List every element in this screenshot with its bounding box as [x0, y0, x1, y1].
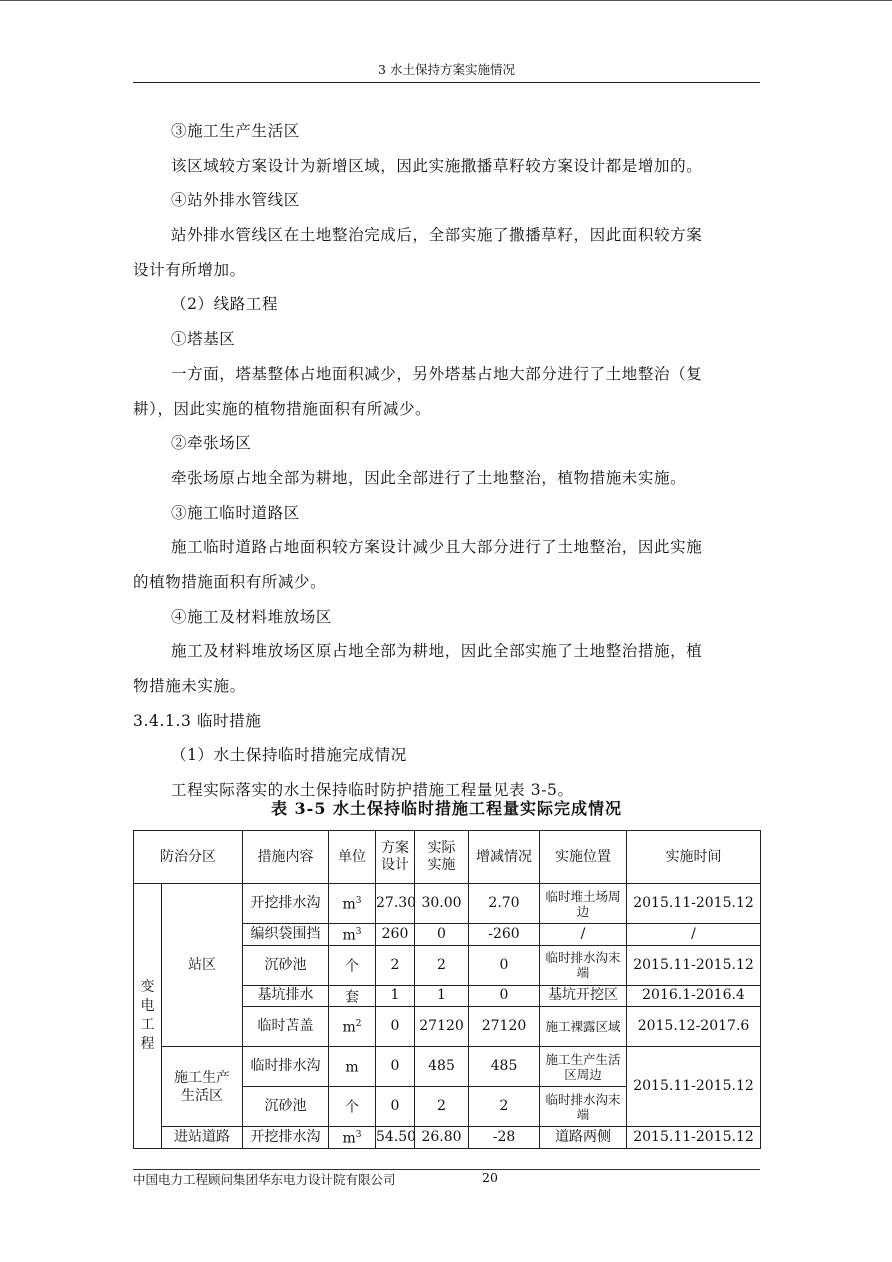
change-cell: 0	[469, 985, 540, 1007]
measure-cell: 开挖排水沟	[243, 884, 329, 924]
col-header-unit: 单位	[329, 831, 376, 884]
change-cell: 485	[469, 1047, 540, 1087]
measure-cell: 开挖排水沟	[243, 1127, 329, 1149]
design-cell: 0	[376, 1087, 415, 1127]
location-cell: 施工裸露区域	[540, 1007, 627, 1047]
measures-table	[133, 830, 761, 1149]
measure-cell: 临时排水沟	[243, 1047, 329, 1087]
zone-cell: 站区	[162, 884, 243, 1047]
time-cell: 2016.1-2016.4	[627, 985, 761, 1007]
actual-cell: 26.80	[415, 1127, 469, 1149]
page-number: 20	[482, 1170, 498, 1185]
actual-cell: 30.00	[415, 884, 469, 924]
location-cell: 临时排水沟末端	[540, 945, 627, 985]
paragraph-line: 该区域较方案设计为新增区域，因此实施撒播草籽较方案设计都是增加的。	[171, 156, 703, 175]
unit-cell: $m^3$	[329, 884, 376, 924]
zone-cell: 进站道路	[162, 1127, 243, 1149]
paragraph-line: ①塔基区	[171, 330, 236, 349]
change-cell: -28	[469, 1127, 540, 1149]
paragraph-line: 一方面，塔基整体占地面积减少，另外塔基占地大部分进行了土地整治（复	[171, 364, 703, 383]
table-caption: 表 3-5 水土保持临时措施工程量实际完成情况	[270, 799, 623, 818]
unit-cell: 个	[329, 945, 376, 985]
paragraph-line: 站外排水管线区在土地整治完成后，全部实施了撒播草籽，因此面积较方案	[171, 226, 703, 245]
change-cell: 2.70	[469, 884, 540, 924]
unit-cell: 个	[329, 1087, 376, 1127]
change-cell: -260	[469, 924, 540, 946]
footer-rule	[133, 1169, 760, 1170]
actual-cell: 27120	[415, 1007, 469, 1047]
paragraph-line: 耕），因此实施的植物措施面积有所减少。	[133, 399, 432, 418]
paragraph-line: 施工临时道路占地面积较方案设计减少且大部分进行了土地整治，因此实施	[171, 538, 703, 557]
running-header: 3 水土保持方案实施情况	[378, 62, 515, 77]
actual-cell: 485	[415, 1047, 469, 1087]
change-cell: 2	[469, 1087, 540, 1127]
design-cell: 2	[376, 945, 415, 985]
col-header-measure: 措施内容	[243, 831, 329, 884]
group-cell: 变电工程	[134, 884, 162, 1149]
location-cell: /	[540, 924, 627, 946]
paragraph-line: （2）线路工程	[171, 295, 279, 314]
measure-cell: 临时苫盖	[243, 1007, 329, 1047]
paragraph-line: ④施工及材料堆放场区	[171, 607, 333, 626]
unit-cell: $m^2$	[329, 1007, 376, 1047]
location-cell: 道路两侧	[540, 1127, 627, 1149]
unit-cell: m	[329, 1047, 376, 1087]
location-cell: 基坑开挖区	[540, 985, 627, 1007]
paragraph-line: 的植物措施面积有所减少。	[133, 572, 327, 591]
unit-cell: $m^3$	[329, 924, 376, 946]
paragraph-line: 设计有所增加。	[133, 260, 246, 279]
unit-cell: 套	[329, 985, 376, 1007]
paragraph-line: ③施工生产生活区	[171, 122, 300, 140]
measure-cell: 编织袋围挡	[243, 924, 329, 946]
unit-cell: $m^3$	[329, 1127, 376, 1149]
subsection-heading: （1）水土保持临时措施完成情况	[171, 746, 407, 765]
paragraph-line: ③施工临时道路区	[171, 503, 300, 522]
paragraph-line: 物措施未实施。	[133, 677, 246, 695]
page-top-border	[0, 0, 892, 1]
location-cell: 临时排水沟末端	[540, 1087, 627, 1127]
time-cell: /	[627, 924, 761, 946]
table-row	[134, 1047, 761, 1087]
actual-cell: 0	[415, 924, 469, 946]
actual-cell: 2	[415, 945, 469, 985]
table-header-row	[134, 831, 761, 884]
footer-company: 中国电力工程顾问集团华东电力设计院有限公司	[133, 1172, 396, 1187]
time-cell: 2015.11-2015.12	[627, 1047, 761, 1127]
section-heading: 3.4.1.3 临时措施	[133, 711, 262, 730]
time-cell: 2015.12-2017.6	[627, 1007, 761, 1047]
col-header-time: 实施时间	[627, 831, 761, 884]
col-header-design: 方案 设计	[376, 831, 415, 884]
change-cell: 0	[469, 945, 540, 985]
col-header-change: 增减情况	[469, 831, 540, 884]
location-cell: 临时堆土场周边	[540, 884, 627, 924]
measure-cell: 沉砂池	[243, 945, 329, 985]
time-cell: 2015.11-2015.12	[627, 1127, 761, 1149]
measure-cell: 沉砂池	[243, 1087, 329, 1127]
actual-cell: 1	[415, 985, 469, 1007]
paragraph-line: 施工及材料堆放场区原占地全部为耕地，因此全部实施了土地整治措施，植	[171, 642, 703, 661]
paragraph-line: 牵张场原占地全部为耕地，因此全部进行了土地整治，植物措施未实施。	[171, 468, 687, 487]
location-cell: 施工生产生活区周边	[540, 1047, 627, 1087]
design-cell: 260	[376, 924, 415, 946]
design-cell: 1	[376, 985, 415, 1007]
col-header-zone: 防治分区	[134, 831, 243, 884]
paragraph-line: ④站外排水管线区	[171, 191, 300, 210]
design-cell: 27.30	[376, 884, 415, 924]
table-row	[134, 1127, 761, 1149]
header-rule	[133, 82, 760, 83]
paragraph-line: ②牵张场区	[171, 434, 252, 453]
design-cell: 0	[376, 1007, 415, 1047]
body-text	[133, 114, 760, 808]
design-cell: 54.50	[376, 1127, 415, 1149]
col-header-actual: 实际 实施	[415, 831, 469, 884]
paragraph-line: 工程实际落实的水土保持临时防护措施工程量见表 3-5。	[171, 781, 574, 800]
actual-cell: 2	[415, 1087, 469, 1127]
time-cell: 2015.11-2015.12	[627, 884, 761, 924]
change-cell: 27120	[469, 1007, 540, 1047]
design-cell: 0	[376, 1047, 415, 1087]
time-cell: 2015.11-2015.12	[627, 945, 761, 985]
measure-cell: 基坑排水	[243, 985, 329, 1007]
table-row	[134, 884, 761, 924]
col-header-location: 实施位置	[540, 831, 627, 884]
zone-cell: 施工生产生活区	[162, 1047, 243, 1127]
